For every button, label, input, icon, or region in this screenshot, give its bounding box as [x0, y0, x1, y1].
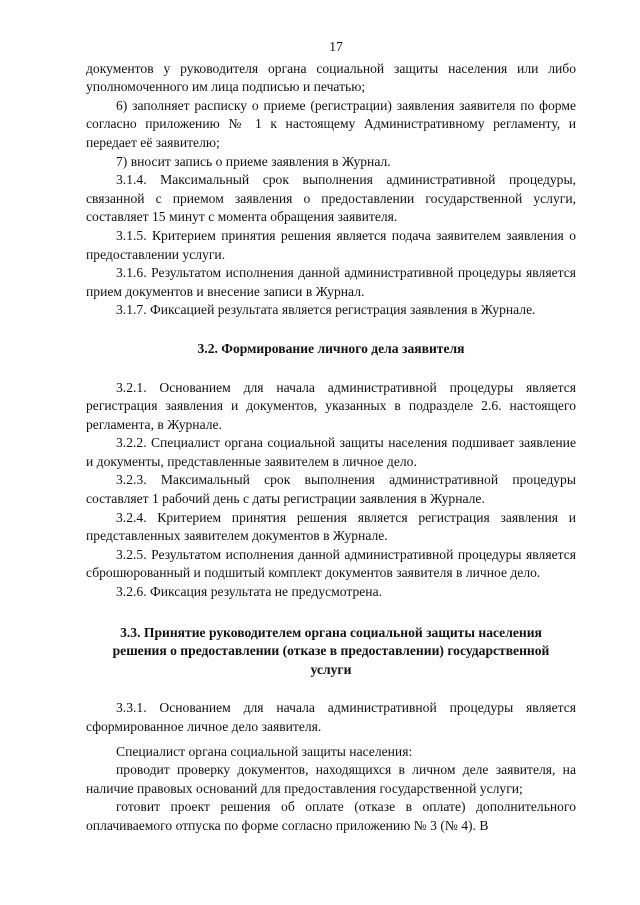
- paragraph: документов у руководителя органа социальной защиты населения или либо уполномоченного им лица подписью и печатью;: [86, 60, 576, 95]
- paragraph: 3.2.5. Результатом исполнения данной административной процедуры является сброшюрованный и подшитый комплект документов заявителя в личное дело.: [86, 546, 576, 581]
- paragraph: 3.2.1. Основанием для начала административной процедуры является регистрация заявления и документов, указанных в подразделе 2.6. настоящего регламента, в Журнале.: [86, 379, 576, 432]
- paragraph: 3.2.3. Максимальный срок выполнения административной процедуры составляет 1 рабочий день с даты регистрации заявления в Журнале.: [86, 472, 576, 507]
- paragraph: 6) заполняет расписку о приеме (регистрации) заявления заявителя по форме согласно приложению № 1 к настоящему Административному регламенту, и передает её заявителю;: [86, 97, 576, 150]
- page-number: 17: [329, 39, 343, 54]
- paragraph: Специалист органа социальной защиты населения:: [116, 743, 413, 759]
- section-heading: 3.3. Принятие руководителем органа социальной защиты населения решения о предоставлении (отказе в предоставлении) государственной услуги: [112, 624, 550, 677]
- paragraph: готовит проект решения об оплате (отказе в оплате) дополнительного оплачиваемого отпуска по форме согласно приложению № 3 (№ 4). В: [86, 799, 576, 833]
- paragraph: 3.1.7. Фиксацией результата является регистрация заявления в Журнале.: [116, 302, 536, 318]
- paragraph: 3.1.6. Результатом исполнения данной административной процедуры является прием документов и внесение записи в Журнал.: [86, 265, 576, 299]
- paragraph: 3.2.6. Фиксация результата не предусмотрена.: [116, 584, 383, 600]
- document-page: [86, 38, 576, 836]
- section-heading: 3.2. Формирование личного дела заявителя: [197, 340, 465, 356]
- paragraph: 3.2.4. Критерием принятия решения является регистрация заявления и представленных заявителем документов в Журнале.: [86, 509, 576, 544]
- paragraph: 3.2.2. Специалист органа социальной защиты населения подшивает заявление и документы, представленные заявителем в личное дело.: [86, 435, 576, 469]
- paragraph: 3.3.1. Основанием для начала административной процедуры является сформированное личное дело заявителя.: [86, 700, 576, 734]
- paragraph: 3.1.4. Максимальный срок выполнения административной процедуры, связанной с приемом заявления о предоставлении государственной услуги, составляет 15 минут с момента обращения заявителя.: [86, 172, 576, 225]
- paragraph: 3.1.5. Критерием принятия решения является подача заявителем заявления о предоставлении услуги.: [86, 227, 576, 262]
- paragraph: проводит проверку документов, находящихся в личном деле заявителя, на наличие правовых оснований для предоставления государственной услуги;: [86, 762, 576, 796]
- paragraph: 7) вносит запись о приеме заявления в Журнал.: [116, 153, 391, 169]
